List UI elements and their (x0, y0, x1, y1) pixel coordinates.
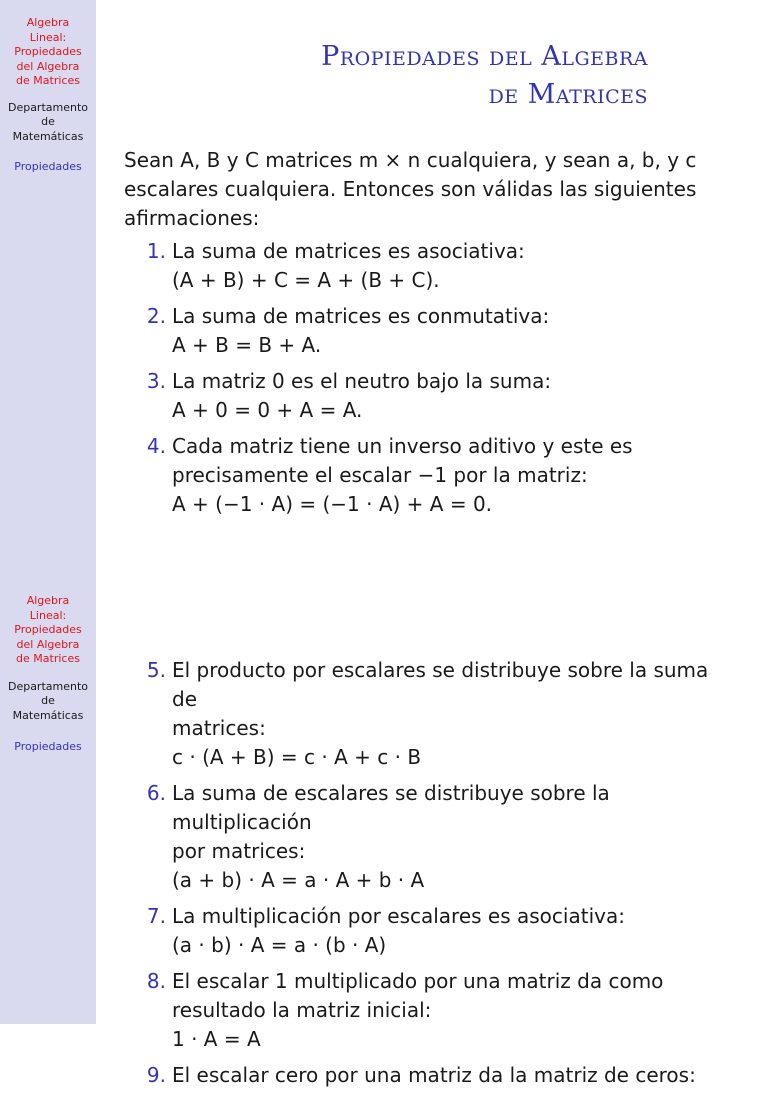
sidebar-department (4, 101, 92, 145)
property-list (124, 237, 724, 519)
item-formula: A + 0 = 0 + A = A. (172, 398, 363, 422)
list-item (124, 902, 724, 960)
item-formula: 1 · A = A (172, 1027, 261, 1051)
list-item (124, 967, 724, 1054)
item-number: 4. (146, 434, 166, 458)
item-text: La suma de matrices es asociativa: (172, 239, 525, 263)
sidebar-title-line: Propiedades (14, 45, 82, 58)
item-number: 6. (146, 781, 166, 805)
frame-title-line: de Matrices (488, 79, 648, 110)
list-item (124, 656, 724, 772)
item-text: El escalar 1 multiplicado por una matriz da como (172, 969, 664, 993)
list-item (124, 237, 724, 295)
sidebar-title (4, 16, 92, 89)
item-formula: c · (A + B) = c · A + c · B (172, 745, 422, 769)
sidebar-title-line: del Algebra (16, 59, 80, 73)
sidebar-title (4, 594, 92, 667)
slide-content (124, 146, 724, 526)
sidebar-department-line: Matemáticas (12, 708, 84, 722)
sidebar-title-line: de Matrices (16, 652, 80, 665)
intro-paragraph (124, 146, 724, 233)
slide-2 (0, 576, 768, 1087)
intro-line: Sean A, B y C matrices m × n cualquiera, y sean a, b, y c (124, 148, 697, 172)
property-list (124, 656, 724, 1090)
sidebar-title-line: de Matrices (16, 74, 80, 87)
frame-title-line: Propiedades del Algebra (321, 41, 648, 72)
sidebar (0, 576, 96, 1024)
list-item (124, 779, 724, 895)
sidebar-title-line: Lineal: (29, 30, 67, 44)
item-number: 2. (146, 304, 166, 328)
list-item (124, 1061, 724, 1090)
item-number: 8. (146, 969, 166, 993)
item-number: 1. (146, 239, 166, 263)
item-formula: (A + B) + C = A + (B + C). (172, 268, 440, 292)
intro-line: afirmaciones: (124, 206, 260, 230)
sidebar-department-line: Departamento (7, 100, 89, 114)
sidebar-title-line: Lineal: (29, 608, 67, 622)
item-text: matrices: (172, 716, 266, 740)
sidebar-department-line: Matemáticas (12, 129, 84, 143)
sidebar-title-line: Algebra (26, 594, 70, 607)
sidebar-department (4, 680, 92, 724)
item-number: 7. (146, 904, 166, 928)
sidebar-link-propiedades[interactable]: Propiedades (14, 160, 82, 173)
item-text: El escalar cero por una matriz da la matriz de ceros: (172, 1063, 696, 1087)
item-text: La suma de matrices es conmutativa: (172, 304, 550, 328)
item-formula: A + B = B + A. (172, 333, 322, 357)
item-text: La suma de escalares se distribuye sobre la multiplicación (172, 781, 610, 834)
list-item (124, 302, 724, 360)
slide-content (124, 652, 724, 1097)
item-formula: (a + b) · A = a · A + b · A (172, 868, 425, 892)
sidebar-link-propiedades[interactable]: Propiedades (14, 740, 82, 753)
item-text: La multiplicación por escalares es asociativa: (172, 904, 625, 928)
item-text: El producto por escalares se distribuye sobre la suma de (172, 658, 709, 711)
item-number: 9. (146, 1063, 166, 1087)
item-text: La matriz 0 es el neutro bajo la suma: (172, 369, 552, 393)
sidebar-title-line: del Algebra (16, 637, 80, 651)
item-formula: A + (−1 · A) = (−1 · A) + A = 0. (172, 492, 493, 516)
sidebar-title-line: Propiedades (14, 623, 82, 636)
item-text: Cada matriz tiene un inverso aditivo y este es (172, 434, 633, 458)
item-number: 5. (146, 658, 166, 682)
item-text: precisamente el escalar −1 por la matriz: (172, 463, 588, 487)
intro-line: escalares cualquiera. Entonces son válidas las siguientes (124, 177, 697, 201)
list-item (124, 367, 724, 425)
list-item (124, 432, 724, 519)
sidebar-department-line: de (41, 694, 55, 707)
item-number: 3. (146, 369, 166, 393)
sidebar (0, 0, 96, 576)
item-text: resultado la matriz inicial: (172, 998, 432, 1022)
sidebar-department-line: Departamento (7, 679, 89, 693)
sidebar-title-line: Algebra (26, 16, 70, 29)
frame-title (321, 38, 648, 114)
item-text: por matrices: (172, 839, 306, 863)
item-formula: (a · b) · A = a · (b · A) (172, 933, 387, 957)
sidebar-department-line: de (41, 115, 55, 128)
